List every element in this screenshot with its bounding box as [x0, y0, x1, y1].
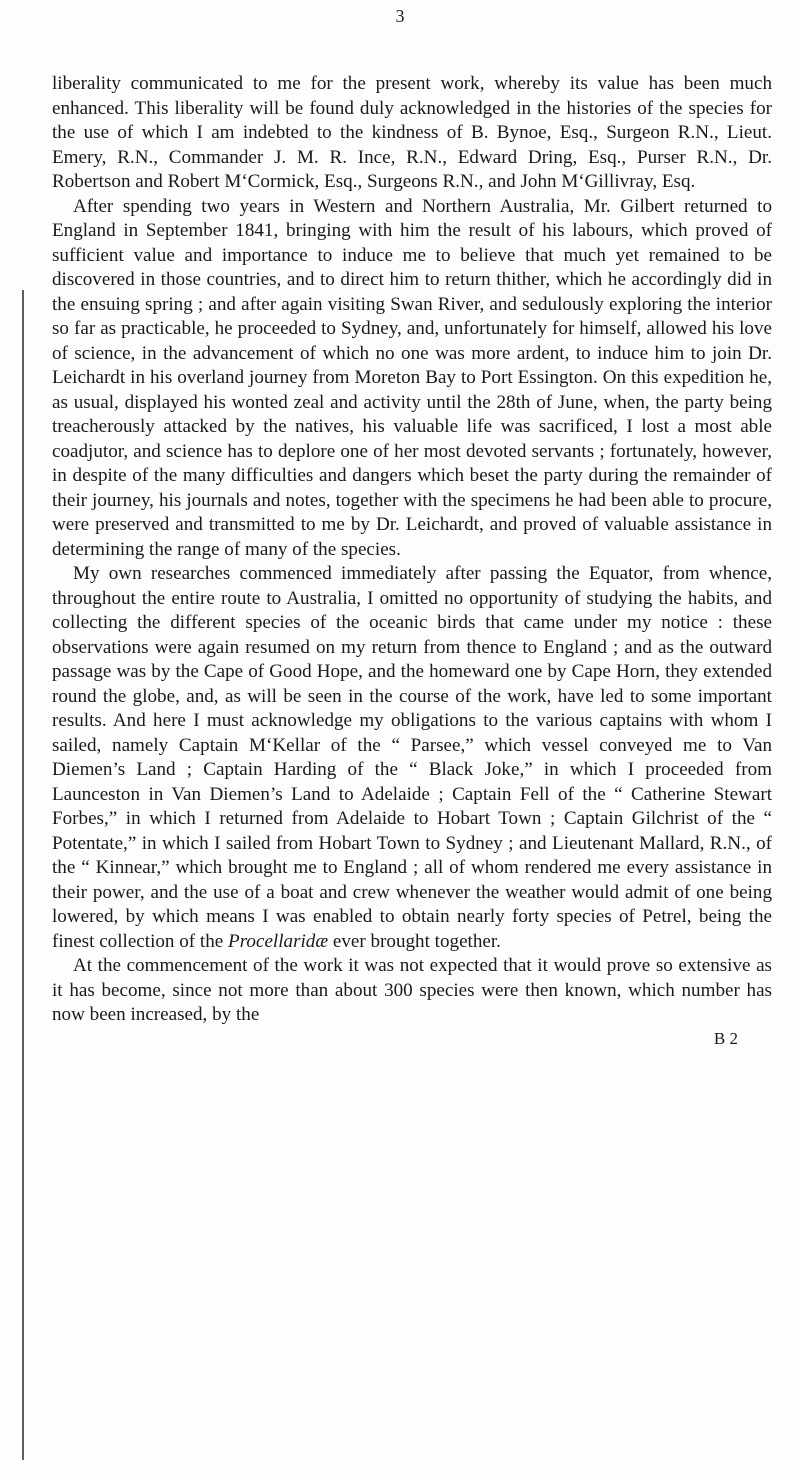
paragraph-2 [52, 195, 772, 563]
paragraph-4-text: At the commencement of the work it was not expected that it would prove so extensive as it has become, since not more than about 300 species were then known, which number has now been increased, by the [52, 955, 772, 1025]
page-number: 3 [395, 6, 405, 26]
paragraph-1 [52, 72, 772, 195]
paragraph-3-italic-term: Procellaridæ [228, 930, 329, 952]
signature-mark: B 2 [713, 1028, 738, 1048]
paragraph-3-text-end: ever brought together. [328, 930, 501, 952]
paragraph-1-text: liberality communicated to me for the present work, whereby its value has been much enhanced. This liberality will be found duly acknowledged in the histories of the species for the use of which I am indebted to the kindness of B. Bynoe, Esq., Surgeon R.N., Lieut. Emery, R.N., Commander J. M. R. Ince, R.N., Edward Dring, Esq., Purser R.N., Dr. Robertson and Robert M‘Cormick, Esq., Surgeons R.N., and John M‘Gillivray, Esq. [52, 73, 772, 192]
paragraph-3-text: My own researches commenced immediately after passing the Equator, from whence, throughout the entire route to Australia, I omitted no opportunity of studying the habits, and collecting the different species of the oceanic birds that came under my notice : these observations were again resumed on my return from thence to England ; and as the outward passage was by the Cape of Good Hope, and the homeward one by Cape Horn, they extended round the globe, and, as will be seen in the course of the work, have led to some important results. And here I must acknowledge my obligations to the various captains with whom I sailed, namely Captain M‘Kellar of the “ Parsee,” which vessel conveyed me to Van Diemen’s Land ; Captain Harding of the “ Black Joke,” in which I proceeded from Launceston in Van Diemen’s Land to Adelaide ; Captain Fell of the “ Catherine Stewart Forbes,” in which I returned from Adelaide to Hobart Town ; Captain Gilchrist of the “ Potentate,” in which I sailed from Hobart Town to Sydney ; and Lieutenant Mallard, R.N., of the “ Kinnear,” which brought me to England ; all of whom rendered me every assistance in their power, and the use of a boat and crew whenever the weather would admit of one being lowered, by which means I was enabled to obtain nearly forty species of Petrel, being the finest collection of the [52, 563, 772, 952]
body-text [52, 72, 772, 1050]
paragraph-4 [52, 954, 772, 1028]
paragraph-3 [52, 562, 772, 954]
margin-rule [22, 290, 24, 1460]
paragraph-2-text: After spending two years in Western and Northern Australia, Mr. Gilbert returned to England in September 1841, bringing with him the result of his labours, which proved of sufficient value and importance to induce me to believe that much yet remained to be discovered in those countries, and to direct him to return thither, which he accordingly did in the ensuing spring ; and after again visiting Swan River, and sedulously exploring the interior so far as practicable, he proceeded to Sydney, and, unfortunately for himself, allowed his love of science, in the advancement of which no one was more ardent, to induce him to join Dr. Leichardt in his overland journey from Moreton Bay to Port Essington. On this expedition he, as usual, displayed his wonted zeal and activity until the 28th of June, when, the party being treacherously attacked by the natives, his valuable life was sacrificed, I lost a most able coadjutor, and science has to deplore one of her most devoted servants ; fortunately, however, in despite of the many difficulties and dangers which beset the party during the remainder of their journey, his journals and notes, together with the specimens he had been able to procure, were preserved and transmitted to me by Dr. Leichardt, and proved of valuable assistance in determining the range of many of the species. [52, 195, 772, 560]
